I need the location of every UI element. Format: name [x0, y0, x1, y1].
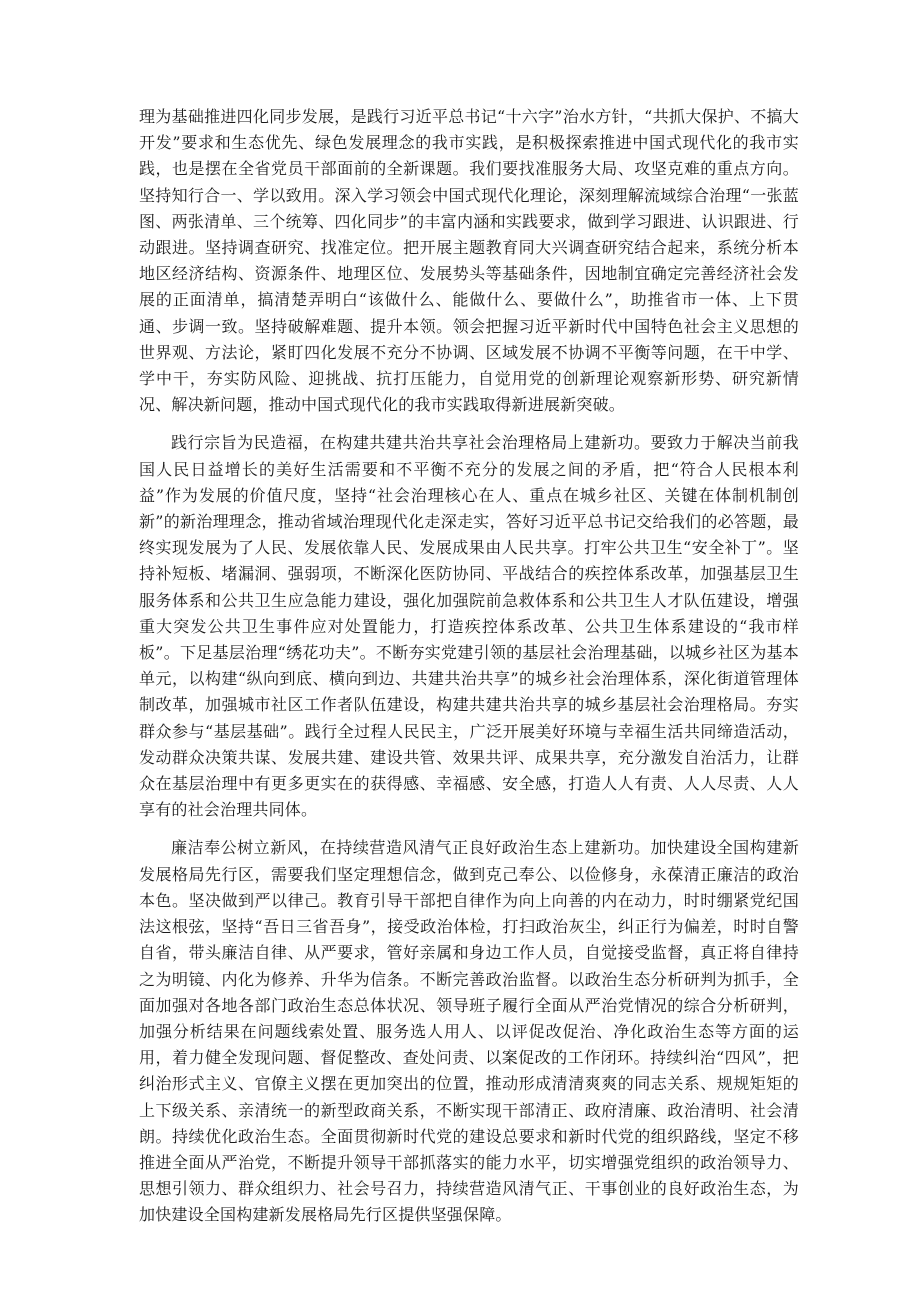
paragraph-2: 践行宗旨为民造福，在构建共建共治共享社会治理格局上建新功。要致力于解决当前我国人民日益增长的美好生活需要和不平衡不充分的发展之间的矛盾，把“符合人民根本利益”作为发展的价值尺度，坚持“社会治理核心在人、重点在城乡社区、关键在体制机制创新”的新治理理念，推动省域治理现代化走深走实，答好习近平总书记交给我们的必答题，最终实现发展为了人民、发展依靠人民、发展成果由人民共享。打牢公共卫生“安全补丁”。坚持补短板、堵漏洞、强弱项，不断深化医防协同、平战结合的疾控体系改革，加强基层卫生服务体系和公共卫生应急能力建设，强化加强院前急救体系和公共卫生人才队伍建设，增强重大突发公共卫生事件应对处置能力，打造疾控体系改革、公共卫生体系建设的“我市样板”。下足基层治理“绣花功夫”。不断夯实党建引领的基层社会治理基础，以城乡社区为基本单元，以构建“纵向到底、横向到边、共建共治共享”的城乡社会治理体系，深化街道管理体制改革，加强城市社区工作者队伍建设，构建共建共治共享的城乡基层社会治理格局。夯实群众参与“基层基础”。践行全过程人民民主，广泛开展美好环境与幸福生活共同缔造活动，发动群众决策共谋、发展共建、建设共管、效果共评、成果共享，充分激发自治活力，让群众在基层治理中有更多更实在的获得感、幸福感、安全感，打造人人有责、人人尽责、人人享有的社会治理共同体。 — [139, 433, 799, 820]
paragraph-1: 理为基础推进四化同步发展，是践行习近平总书记“十六字”治水方针，“共抓大保护、不搞大开发”要求和生态优先、绿色发展理念的我市实践，是积极探索推进中国式现代化的我市实践，也是摆在全省党员干部面前的全新课题。我们要找准服务大局、攻坚克难的重点方向。坚持知行合一、学以致用。深入学习领会中国式现代化理论，深刻理解流域综合治理“一张蓝图、两张清单、三个统筹、四化同步”的丰富内涵和实践要求，做到学习跟进、认识跟进、行动跟进。坚持调查研究、找准定位。把开展主题教育同大兴调查研究结合起来，系统分析本地区经济结构、资源条件、地理区位、发展势头等基础条件，因地制宜确定完善经济社会发展的正面清单，搞清楚弄明白“该做什么、能做什么、要做什么”，助推省市一体、上下贯通、步调一致。坚持破解难题、提升本领。领会把握习近平新时代中国特色社会主义思想的世界观、方法论，紧盯四化发展不充分不协调、区域发展不协调不平衡等问题，在干中学、学中干，夯实防风险、迎挑战、抗打压能力，自觉用党的创新理论观察新形势、研究新情况、解决新问题，推动中国式现代化的我市实践取得新进展新突破。 — [139, 107, 799, 415]
document-body — [139, 104, 799, 1241]
paragraph-3: 廉洁奉公树立新风，在持续营造风清气正良好政治生态上建新功。加快建设全国构建新发展格局先行区，需要我们坚定理想信念，做到克己奉公、以俭修身，永葆清正廉洁的政治本色。坚决做到严以律己。教育引导干部把自律作为向上向善的内在动力，时时绷紧党纪国法这根弦，坚持“吾日三省吾身”，接受政治体检，打扫政治灰尘，纠正行为偏差，时时自警自省，带头廉洁自律、从严要求，管好亲属和身边工作人员，自觉接受监督，真正将自律持之为明镜、内化为修养、升华为信条。不断完善政治监督。以政治生态分析研判为抓手，全面加强对各地各部门政治生态总体状况、领导班子履行全面从严治党情况的综合分析研判，加强分析结果在问题线索处置、服务选人用人、以评促改促治、净化政治生态等方面的运用，着力健全发现问题、督促整改、查处问责、以案促改的工作闭环。持续纠治“四风”，把纠治形式主义、官僚主义摆在更加突出的位置，推动形成清清爽爽的同志关系、规规矩矩的上下级关系、亲清统一的新型政商关系，不断实现干部清正、政府清廉、政治清明、社会清朗。持续优化政治生态。全面贯彻新时代党的建设总要求和新时代党的组织路线，坚定不移推进全面从严治党，不断提升领导干部抓落实的能力水平，切实增强党组织的政治领导力、思想引领力、群众组织力、社会号召力，持续营造风清气正、干事创业的良好政治生态，为加快建设全国构建新发展格局先行区提供坚强保障。 — [139, 838, 799, 1225]
